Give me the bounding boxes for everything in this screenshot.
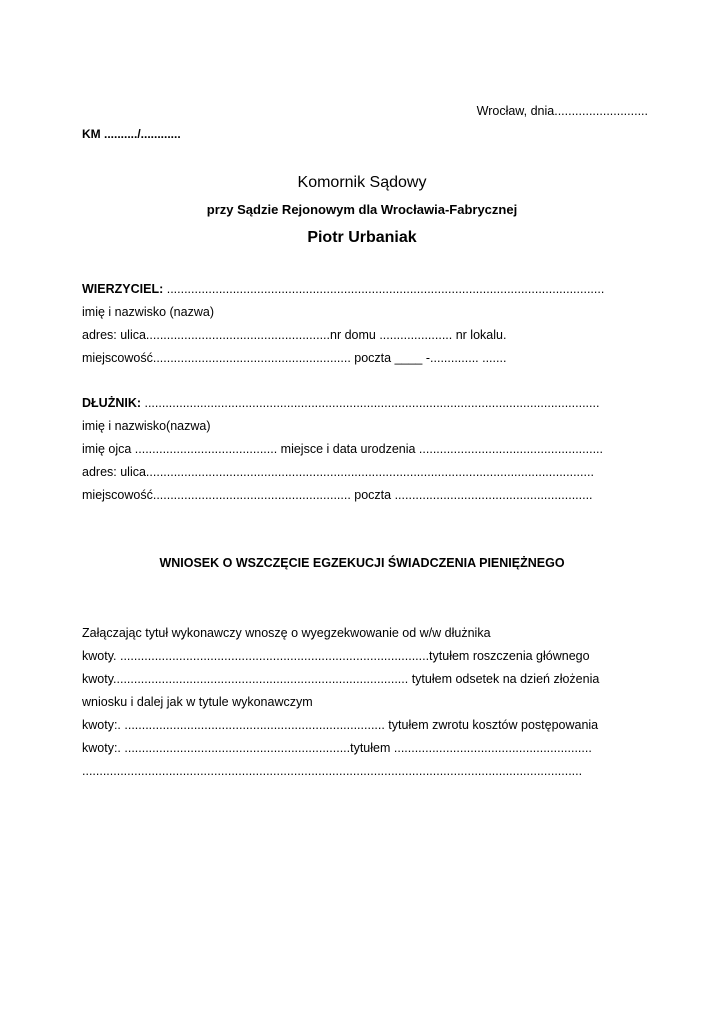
motion-line: ................................................................................................................................................ bbox=[82, 764, 583, 778]
motion-title: WNIOSEK O WSZCZĘCIE EGZEKUCJI ŚWIADCZENIA PIENIĘŻNEGO bbox=[159, 556, 565, 570]
creditor-city-line: miejscowość......................................................... poczta ____ -.............. ....... bbox=[82, 351, 507, 365]
debtor-label: DŁUŻNIK: bbox=[82, 396, 142, 410]
debtor-address-line: adres: ulica................................................................................................................................. bbox=[82, 465, 594, 479]
court-name: przy Sądzie Rejonowym dla Wrocławia-Fabrycznej bbox=[206, 202, 518, 217]
debtor-father-line: imię ojca ......................................... miejsce i data urodzenia ..................................................... bbox=[82, 442, 603, 456]
case-number-line: KM ........../............ bbox=[82, 127, 181, 141]
place-date-line: Wrocław, dnia........................... bbox=[476, 104, 648, 118]
motion-line: kwoty..................................................................................... tytułem odsetek na dzień złożenia bbox=[82, 672, 600, 686]
creditor-address-line: adres: ulica.....................................................nr domu ..................... nr lokalu. bbox=[82, 328, 507, 342]
motion-line: wniosku i dalej jak w tytule wykonawczym bbox=[82, 695, 313, 709]
office-title: Komornik Sądowy bbox=[297, 174, 427, 191]
debtor-city-line: miejscowość......................................................... poczta ......................................................... bbox=[82, 488, 593, 502]
motion-line: kwoty. .........................................................................................tytułem roszczenia głównego bbox=[82, 649, 590, 663]
creditor-label-dots: .............................................................................................................................. bbox=[163, 282, 605, 296]
motion-line: Załączając tytuł wykonawczy wnoszę o wyegzekwowanie od w/w dłużnika bbox=[82, 626, 491, 640]
creditor-label: WIERZYCIEL: bbox=[82, 282, 164, 296]
creditor-name-line: imię i nazwisko (nazwa) bbox=[82, 305, 214, 319]
motion-line: kwoty:. .................................................................tytułem ......................................................... bbox=[82, 741, 592, 755]
bailiff-name: Piotr Urbaniak bbox=[307, 229, 417, 246]
motion-line: kwoty:. ........................................................................... tytułem zwrotu kosztów postępowania bbox=[82, 718, 599, 732]
debtor-name-line: imię i nazwisko(nazwa) bbox=[82, 419, 211, 433]
debtor-label-line bbox=[82, 396, 599, 411]
creditor-label-line bbox=[82, 282, 604, 297]
debtor-label-dots: ................................................................................................................................... bbox=[141, 396, 600, 410]
